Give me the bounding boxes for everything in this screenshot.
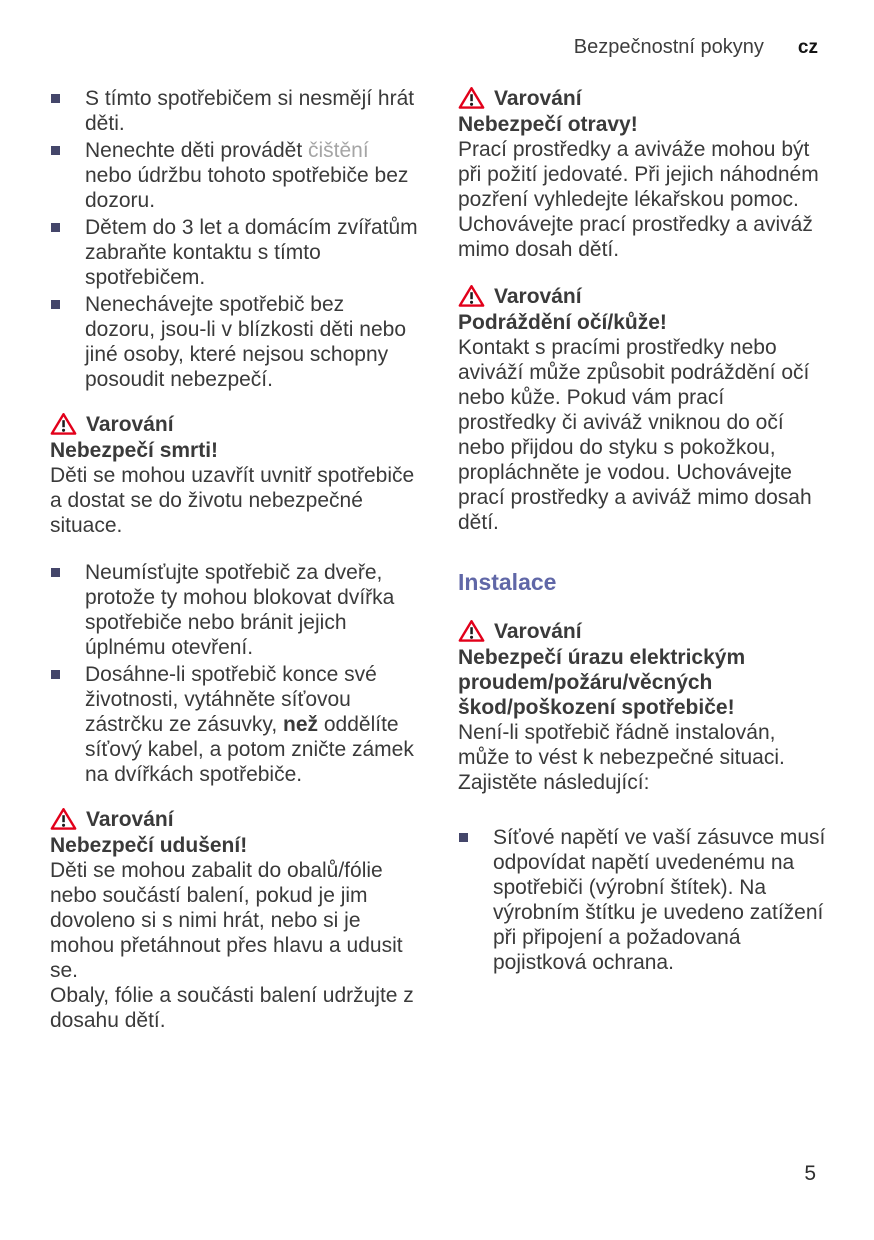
bullet-square-icon [459, 833, 468, 842]
left-column [50, 86, 420, 1055]
warning-triangle-icon [458, 284, 485, 308]
list-item-text: Nenechte děti provádět čištění nebo údržbu tohoto spotřebiče bez dozoru. [85, 139, 409, 212]
list-item [50, 560, 420, 660]
warning-title: Nebezpečí otravy! [458, 113, 638, 136]
header-title: Bezpečnostní pokyny [573, 36, 764, 58]
section-title-instalace: Instalace [458, 569, 557, 595]
bullet-square-icon [51, 670, 60, 679]
warning-body: Kontakt s pracími prostředky nebo aviváží může způsobit podráždění očí nebo kůže. Pokud vám prací prostředky či aviváž vniknou do očí nebo přijdou do styku s pokožkou, propláchněte je vodou. Uchovávejte prací prostředky a aviváž mimo dosah dětí. [458, 336, 812, 534]
warning-title: Nebezpečí smrti! [50, 439, 219, 462]
warning-body: Obaly, fólie a součásti balení udržujte z dosahu dětí. [50, 984, 414, 1032]
list-item-text: Dětem do 3 let a domácím zvířatům zabraňte kontaktu s tímto spotřebičem. [85, 216, 418, 289]
list-item-text: Neumísťujte spotřebič za dveře, protože ty mohou blokovat dvířka spotřebiče nebo bránit jejich úplnému otevření. [85, 561, 395, 659]
bold-word: než [283, 713, 319, 736]
warning-triangle-icon [458, 619, 485, 643]
warning-label: Varování [86, 413, 174, 436]
list-item-text: Síťové napětí ve vaší zásuvce musí odpovídat napětí uvedenému na spotřebiči (výrobní štítek). Na výrobním štítku je uvedeno zatížení při připojení a požadovaná pojistková ochrana. [493, 826, 826, 974]
list-item [50, 292, 420, 392]
warning-label: Varování [86, 808, 174, 831]
warning-header [458, 619, 828, 644]
muted-word: čištění [307, 139, 369, 162]
warning-header [458, 284, 828, 309]
bullet-square-icon [51, 223, 60, 232]
warning-label: Varování [494, 87, 582, 110]
warning-title: Nebezpečí udušení! [50, 834, 248, 857]
warning-header [50, 412, 420, 437]
list-item [50, 215, 420, 290]
list-item [50, 662, 420, 787]
warning-header [458, 86, 828, 111]
bullet-list [458, 825, 828, 975]
bullet-list [50, 86, 420, 392]
bullet-square-icon [51, 300, 60, 309]
warning-title: Nebezpečí úrazu elektrickým proudem/požáru/věcných škod/poškození spotřebiče! [458, 646, 746, 719]
list-item-text: S tímto spotřebičem si nesmějí hrát děti. [85, 87, 415, 135]
bullet-square-icon [51, 568, 60, 577]
page-header [574, 36, 818, 59]
locale-badge: cz [797, 37, 818, 58]
warning-body: Děti se mohou uzavřít uvnitř spotřebiče a dostat se do životu nebezpečné situace. [50, 464, 415, 537]
warning-header [50, 807, 420, 832]
page-number: 5 [804, 1162, 816, 1185]
bullet-list [50, 560, 420, 787]
warning-block [458, 86, 828, 262]
list-item-text: Dosáhne-li spotřebič konce své životnosti, vytáhněte síťovou zástrčku ze zásuvky, než oddělíte síťový kabel, a potom zničte zámek na dvířkách spotřebiče. [85, 663, 414, 786]
warning-block [50, 807, 420, 1033]
warning-block [50, 412, 420, 538]
right-column [458, 86, 828, 1055]
list-item [50, 138, 420, 213]
warning-body: Není-li spotřebič řádně instalován, může to vést k nebezpečné situaci. Zajistěte následující: [458, 721, 785, 794]
list-item [458, 825, 828, 975]
bullet-square-icon [51, 94, 60, 103]
bullet-square-icon [51, 146, 60, 155]
warning-label: Varování [494, 620, 582, 643]
warning-label: Varování [494, 285, 582, 308]
list-item [50, 86, 420, 136]
warning-body: Prací prostředky a aviváže mohou být při požití jedovaté. Při jejich náhodném pozření vyhledejte lékařskou pomoc. Uchovávejte prací prostředky a aviváž mimo dosah dětí. [458, 138, 819, 261]
warning-block [458, 284, 828, 535]
warning-triangle-icon [50, 412, 77, 436]
warning-triangle-icon [50, 807, 77, 831]
warning-title: Podráždění očí/kůže! [458, 311, 667, 334]
list-item-text: Nenechávejte spotřebič bez dozoru, jsou-li v blízkosti děti nebo jiné osoby, které nejsou schopny posoudit nebezpečí. [85, 293, 406, 391]
page-content [50, 86, 828, 1055]
warning-block [458, 619, 828, 795]
warning-triangle-icon [458, 86, 485, 110]
warning-body: Děti se mohou zabalit do obalů/fólie nebo součástí balení, pokud je jim dovoleno si s nimi hrát, nebo si je mohou přetáhnout přes hlavu a udusit se. [50, 859, 403, 982]
